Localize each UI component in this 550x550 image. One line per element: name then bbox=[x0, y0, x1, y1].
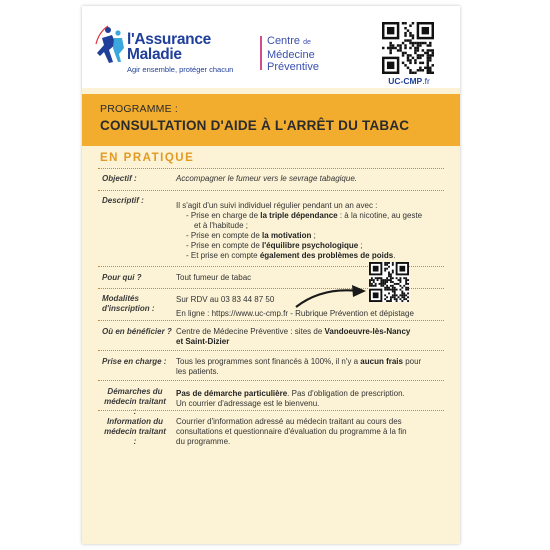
item3-a: - Prise en compte de bbox=[186, 241, 263, 250]
item4-c: . bbox=[393, 251, 396, 260]
row-label: Objectif : bbox=[102, 174, 137, 183]
row-information bbox=[98, 410, 444, 454]
row-label: Pour qui ? bbox=[102, 273, 142, 282]
row-prise bbox=[98, 350, 444, 380]
row-value: Accompagner le fumeur vers le sevrage tabagique. bbox=[176, 174, 357, 183]
label-line1: Démarches du bbox=[107, 387, 163, 396]
qr-label-main: UC-CMP bbox=[388, 76, 423, 86]
row-label: Où en bénéficier ? bbox=[102, 327, 172, 336]
row-value: Tout fumeur de tabac bbox=[176, 273, 252, 282]
descriptif-intro: Il s'agit d'un suivi individuel régulier pendant un an avec : bbox=[176, 201, 378, 210]
ou-text-b: Vandoeuvre-lès-Nancy bbox=[324, 327, 411, 336]
brand-name bbox=[127, 32, 211, 62]
row-demarches bbox=[98, 380, 444, 416]
cmp-name bbox=[267, 35, 319, 73]
cmp-line3: Préventive bbox=[267, 61, 319, 73]
ou-text-a: Centre de Médecine Préventive : sites de bbox=[176, 327, 325, 336]
title-banner bbox=[82, 94, 460, 146]
cmp-line2: Médecine bbox=[267, 49, 315, 61]
demarches-text-b: . Pas d'obligation de prescription. bbox=[287, 389, 405, 398]
runner-figures-icon bbox=[94, 24, 126, 66]
row-value bbox=[176, 201, 440, 261]
cmp-line1: Centre bbox=[267, 35, 301, 47]
prise-text-d: les patients. bbox=[176, 367, 219, 376]
qr-code-label[interactable] bbox=[380, 76, 438, 86]
row-descriptif bbox=[98, 190, 444, 266]
item1-c: : à la nicotine, au geste bbox=[337, 211, 423, 220]
row-label bbox=[102, 417, 168, 447]
section-title: EN PRATIQUE bbox=[100, 152, 195, 164]
qr-label-tld: .fr bbox=[422, 76, 430, 86]
item1-a: - Prise en charge de bbox=[186, 211, 261, 220]
assurance-maladie-logo bbox=[94, 24, 254, 78]
row-label bbox=[102, 294, 155, 314]
label-line2: médecin traitant : bbox=[104, 427, 166, 446]
arrow-to-qr-icon bbox=[292, 281, 372, 311]
item4-b: également des problèmes de poids bbox=[259, 251, 394, 260]
row-value bbox=[176, 357, 440, 377]
information-line1: Courrier d'information adressé au médecin traitant au cours des bbox=[176, 417, 402, 426]
label-line2: médecin traitant : bbox=[104, 397, 166, 416]
item2-a: - Prise en compte de bbox=[186, 231, 263, 240]
row-ou bbox=[98, 320, 444, 350]
item3-c: ; bbox=[358, 241, 363, 250]
label-line1: Information du bbox=[107, 417, 163, 426]
row-objectif bbox=[98, 168, 444, 190]
prise-text-b: aucun frais bbox=[360, 357, 403, 366]
cmp-de: de bbox=[303, 39, 311, 46]
prise-text-c: pour bbox=[402, 357, 422, 366]
brand-line1: l'Assurance bbox=[127, 31, 211, 48]
header-band bbox=[82, 6, 460, 88]
phone-number[interactable]: Sur RDV au 03 83 44 87 50 bbox=[176, 295, 275, 304]
cmp-logo bbox=[260, 36, 350, 74]
ou-text-c: et Saint-Dizier bbox=[176, 337, 230, 346]
row-value bbox=[176, 417, 440, 447]
qr-code-icon[interactable] bbox=[382, 22, 434, 74]
item1-b: la triple dépendance bbox=[260, 211, 338, 220]
qr-code-inline-icon[interactable] bbox=[369, 262, 409, 302]
information-line2: consultations et questionnaire d'évaluation du programme à la fin bbox=[176, 427, 407, 436]
item1-d: et à l'habitude ; bbox=[194, 221, 249, 230]
demarches-text-c: Un courrier d'adressage est le bienvenu. bbox=[176, 399, 320, 408]
row-value bbox=[176, 389, 440, 409]
item2-b: la motivation bbox=[262, 231, 312, 240]
program-title: CONSULTATION D'AIDE À L'ARRÊT DU TABAC bbox=[100, 118, 410, 133]
label-line1: Modalités bbox=[102, 294, 139, 303]
row-label: Prise en charge : bbox=[102, 357, 167, 366]
item4-a: - Et prise en compte bbox=[186, 251, 260, 260]
item3-b: l'équilibre psychologique bbox=[262, 241, 359, 250]
program-subtitle: PROGRAMME : bbox=[100, 103, 179, 115]
cmp-accent-bar bbox=[260, 36, 262, 70]
row-value bbox=[176, 327, 440, 347]
online-link[interactable]: En ligne : https://www.uc-cmp.fr - Rubrique Prévention et dépistage bbox=[176, 309, 414, 318]
brand-line2: Maladie bbox=[127, 46, 182, 63]
prise-text-a: Tous les programmes sont financés à 100%, il n'y a bbox=[176, 357, 361, 366]
flyer-card bbox=[82, 6, 460, 544]
label-line2: d'inscription : bbox=[102, 304, 155, 313]
information-line3: du programme. bbox=[176, 437, 231, 446]
brand-tagline: Agir ensemble, protéger chacun bbox=[127, 65, 234, 74]
item2-c: ; bbox=[311, 231, 316, 240]
demarches-text-a: Pas de démarche particulière bbox=[176, 389, 288, 398]
row-label: Descriptif : bbox=[102, 196, 144, 205]
